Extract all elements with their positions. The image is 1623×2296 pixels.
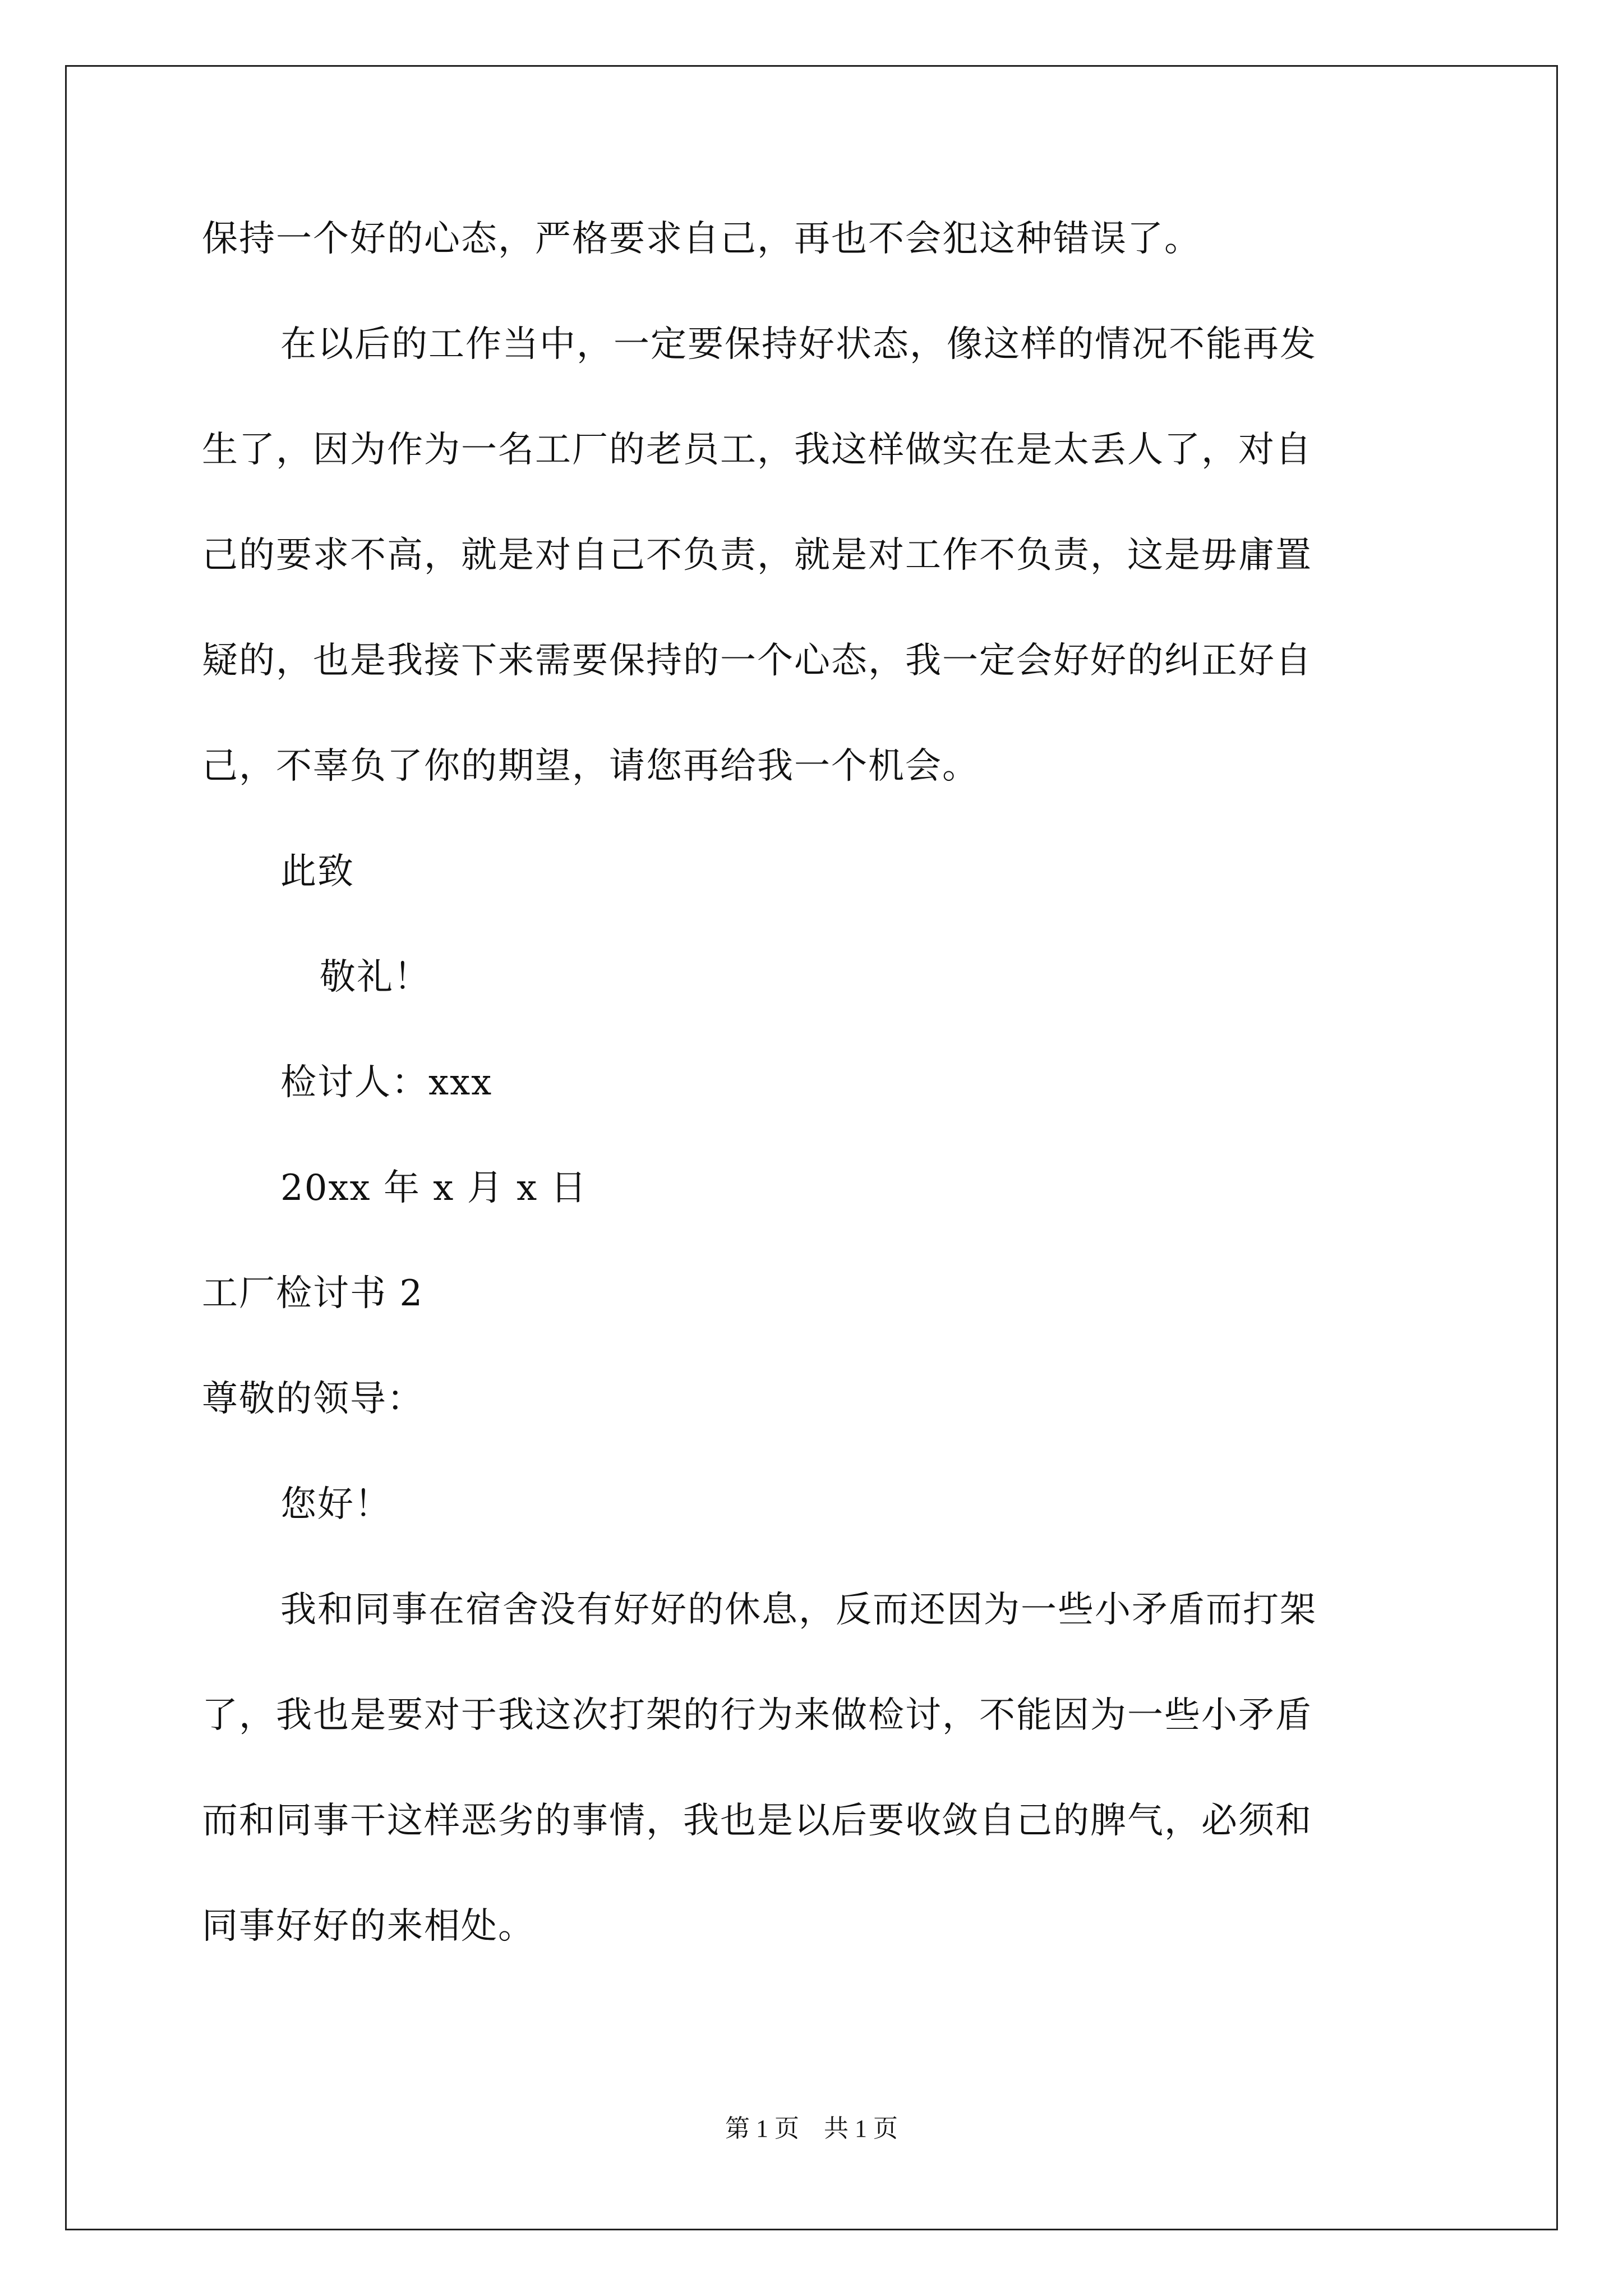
paragraph-line: 我和同事在宿舍没有好好的休息，反而还因为一些小矛盾而打架	[280, 1589, 1317, 1631]
signature-line: 检讨人：xxx	[280, 1062, 493, 1103]
page-number: 第 1 页 共 1 页	[725, 2115, 898, 2142]
paragraph-line: 在以后的工作当中，一定要保持好状态，像这样的情况不能再发	[280, 324, 1317, 365]
paragraph-line: 保持一个好的心态，严格要求自己，再也不会犯这种错误了。	[202, 218, 1201, 260]
paragraph-line: 己的要求不高，就是对自己不负责，就是对工作不负责，这是毋庸置	[202, 535, 1312, 576]
paragraph-line: 了，我也是要对于我这次打架的行为来做检讨，不能因为一些小矛盾	[202, 1695, 1312, 1736]
closing-regards: 敬礼！	[320, 956, 431, 998]
paragraph-line: 而和同事干这样恶劣的事情，我也是以后要收敛自己的脾气，必须和	[202, 1800, 1312, 1842]
document-body	[202, 213, 1436, 2006]
paragraph-line: 生了，因为作为一名工厂的老员工，我这样做实在是太丢人了，对自	[202, 429, 1312, 471]
paragraph-line: 己，不辜负了你的期望，请您再给我一个机会。	[202, 746, 979, 787]
section-title: 工厂检讨书 2	[202, 1273, 424, 1314]
paragraph-line: 同事好好的来相处。	[202, 1906, 535, 1947]
paragraph-line: 疑的，也是我接下来需要保持的一个心态，我一定会好好的纠正好自	[202, 640, 1312, 682]
date-line: 20xx 年 x 月 x 日	[280, 1167, 588, 1209]
greeting: 您好！	[280, 1484, 391, 1525]
closing-salutation: 此致	[280, 851, 354, 892]
greeting-addressee: 尊敬的领导：	[202, 1378, 424, 1420]
